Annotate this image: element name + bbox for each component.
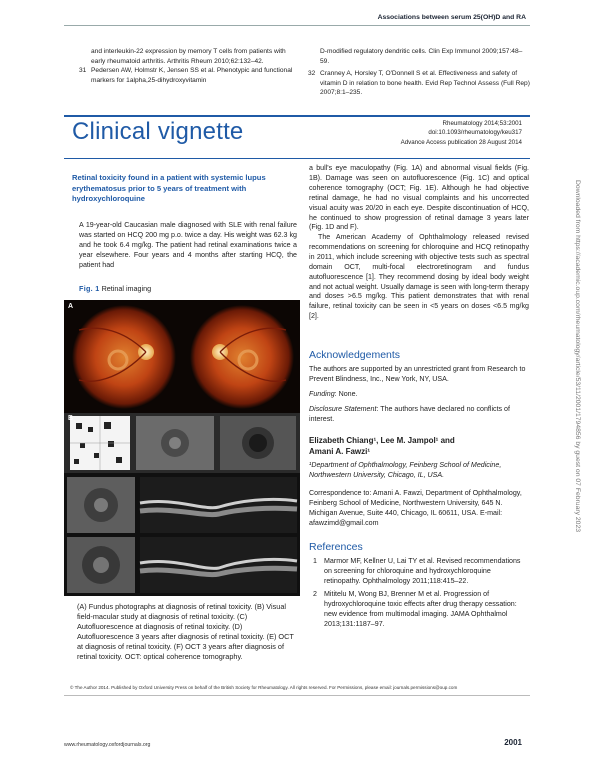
figure-number: Fig. 1: [79, 284, 100, 293]
ref-31-number: 31: [79, 67, 87, 74]
article-subtitle: Retinal toxicity found in a patient with systemic lupus erythematosus prior to 5 years of treatment with hydroxychloroquine: [72, 173, 266, 204]
references-heading: References: [309, 541, 363, 553]
authors-line-1: Elizabeth Chiang¹, Lee M. Jampol¹ and: [309, 436, 455, 445]
oct-autofluorescence-image: [64, 473, 300, 596]
acknowledgements-text: The authors are supported by an unrestricted grant from Research to Prevent Blindness, Inc., New York, NY, USA.: [309, 365, 526, 383]
figure-title: Retinal imaging: [101, 284, 152, 293]
reference-1: [309, 557, 529, 587]
discussion-paragraph: The American Academy of Ophthalmology released revised recommendations on screening for chloroquine and HCQ retinopathy in 2011, which include screening with objective tests such as spectral domain OCT, multi-focal electroretinogram and fundus autofluorescence [1]. They recommend dosing by ideal body weight and not actual weight. Usually damage is seen with long-term therapy and doses >6.5 mg/kg. This patient demonstrates that with renal failure, retinal toxicity can be seen in <5 years on doses <6.5 mg/kg [2].: [309, 233, 529, 321]
doi: doi:10.1093/rheumatology/keu317: [428, 129, 522, 137]
ref-32-number: 32: [308, 70, 316, 77]
retinal-imaging-figure: [64, 300, 300, 596]
download-watermark: [572, 180, 582, 600]
section-title: Clinical vignette: [72, 118, 244, 145]
case-paragraph: a bull's eye maculopathy (Fig. 1A) and abnormal visual fields (Fig. 1B). Damage was seen on autofluorescence (Fig. 1C) and optical coherence tomography (OCT; Fig. 1E). Although he had objective retinal damage, he had no visual complaints and his uncorrected visual acuity was 20/20 in each eye. Despite discontinuation of HCQ, he continued to show progression of retinal damage 3 years later (Fig. 1D and F).: [309, 164, 529, 232]
correspondence: Correspondence to: Amani A. Fawzi, Department of Ophthalmology, Feinberg School of Medicine, Northwestern University, 645 N. Michigan Avenue, Suite 440, Chicago, IL 60611, USA. E-mail: afawzimd@gmail.com: [309, 489, 522, 527]
acknowledgements-heading: Acknowledgements: [309, 349, 401, 361]
vignette-top-rule: [64, 115, 530, 117]
article-meta: [401, 119, 522, 147]
meta-rule: [64, 158, 530, 159]
running-title: Associations between serum 25(OH)D and RA: [377, 14, 526, 21]
ref-continued-text-right: D-modified regulatory dendritic cells. Clin Exp Immunol 2009;157:48–59.: [320, 48, 523, 65]
affiliation: ¹Department of Ophthalmology, Feinberg School of Medicine, Northwestern University, Chicago, IL, USA.: [309, 461, 502, 479]
fundus-photos-image: [64, 300, 300, 413]
ref-31-text: Pedersen AW, Holmstr K, Jensen SS et al. Phenotypic and functional markers for 1alpha,25-dihydroxyvitamin: [91, 67, 293, 84]
header-rule: [64, 25, 530, 26]
reference-2-text: Mititelu M, Wong BJ, Brenner M et al. Progression of hydroxychloroquine toxic effects after drug therapy cessation: new evidence from multimodal imaging. JAMA Ophthalmol 2013;131:1187–97.: [324, 590, 517, 628]
reference-2: [309, 590, 529, 630]
journal-citation: Rheumatology 2014;53:2001: [442, 120, 522, 127]
ref-32-text: Cranney A, Horsley T, O'Donnell S et al. Effectiveness and safety of vitamin D in relation to bone health. Evid Rep Technol Assess (Full Rep) 2007;8:1–235.: [320, 70, 530, 96]
reference-2-number: 2: [313, 590, 317, 598]
ref-continued-text: and interleukin-22 expression by memory T cells from patients with early rheumatoid arthritis. Arthritis Rheum 2010;62:132–42.: [91, 48, 286, 65]
intro-paragraph: A 19-year-old Caucasian male diagnosed with SLE with renal failure was started on HCQ 200 mg p.o. twice a day. His weight was 62.3 kg and he took 6.4 mg/kg. The patient had retinal examinations twice a year elsewhere. Four years and 4 months after starting HCQ, the patient had: [79, 221, 297, 269]
panel-oct-af: [64, 473, 300, 596]
top-refs-right: [308, 47, 530, 98]
panel-a-fundus: [64, 300, 300, 413]
panel-a-label: A: [68, 303, 74, 310]
footer-rule: [64, 695, 530, 696]
disclosure-text: : The authors have declared no conflicts of interest.: [309, 405, 510, 423]
author-list: [309, 436, 529, 458]
panel-b-visual-field: [64, 413, 300, 473]
funding-label: Funding: [309, 390, 335, 398]
disclosure-statement: [309, 405, 529, 425]
download-note-text: Downloaded from https://academic.oup.com/rheumatology/article/53/11/2001/1794856 by guest on 07 February 2023: [574, 180, 581, 533]
top-refs-left: [79, 47, 301, 85]
figure-label: [79, 284, 151, 293]
page-number: 2001: [504, 738, 522, 747]
visual-field-image: [64, 413, 300, 473]
funding-text: : None.: [334, 390, 358, 398]
figure-caption: (A) Fundus photographs at diagnosis of retinal toxicity. (B) Visual field-macular study at diagnosis of retinal toxicity. (C) Autofluorescence at diagnosis of retinal toxicity. (D) Autofluorescence 3 years after diagnosis of retinal toxicity. (E) OCT at diagnosis of retinal toxicity. (F) OCT 3 years after diagnosis of retinal toxicity. OCT: optical coherence tomography.: [77, 602, 294, 662]
panel-b-label: B: [68, 415, 74, 422]
reference-1-number: 1: [313, 557, 317, 565]
ref-32: [308, 69, 530, 98]
disclosure-label: Disclosure Statement: [309, 405, 377, 413]
ref-31: [79, 66, 301, 85]
copyright-notice: © The Author 2014. Published by Oxford University Press on behalf of the British Society for Rheumatology. All rights reserved. For Permissions, please email: journals.permissions@oup.com: [70, 685, 458, 690]
journal-website-link[interactable]: www.rheumatology.oxfordjournals.org: [64, 742, 151, 748]
advance-access: Advance Access publication 28 August 2014: [400, 138, 522, 146]
reference-1-text: Marmor MF, Kellner U, Lai TY et al. Revised recommendations on screening for chloroquine and hydroxychloroquine retinopathy. Ophthalmology 2011;118:415–22.: [324, 557, 521, 585]
funding-statement: [309, 390, 529, 400]
authors-line-2: Amani A. Fawzi¹: [309, 446, 371, 456]
